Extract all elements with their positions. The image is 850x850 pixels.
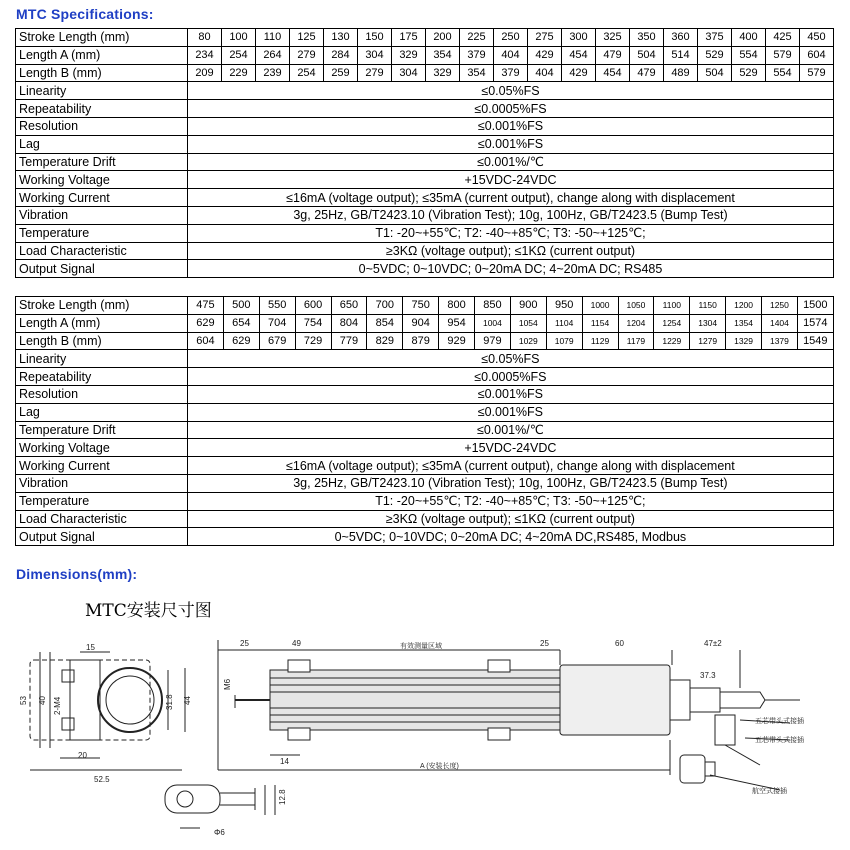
row-length_b	[16, 332, 834, 350]
spec-value: ≤0.05%FS	[188, 350, 834, 368]
cell-value: 1154	[582, 314, 618, 332]
row-label: Length A (mm)	[16, 314, 188, 332]
dim-15: 15	[86, 643, 95, 652]
cell-value: 504	[698, 64, 732, 82]
row-label: Working Current	[16, 189, 188, 207]
row-label: Vibration	[16, 474, 188, 492]
cell-value: 950	[546, 297, 582, 315]
row-label: Working Voltage	[16, 439, 188, 457]
cell-value: 954	[439, 314, 475, 332]
cell-value: 629	[223, 332, 259, 350]
dim-31-8: 31.8	[165, 694, 174, 710]
dim-60: 60	[615, 639, 624, 648]
spec-value: 3g, 25Hz, GB/T2423.10 (Vibration Test); 10g, 100Hz, GB/T2423.5 (Bump Test)	[188, 474, 834, 492]
row-label: Temperature Drift	[16, 421, 188, 439]
cell-value: 779	[331, 332, 367, 350]
cell-value: 110	[256, 29, 290, 47]
cell-value: 1100	[654, 297, 690, 315]
callout-1: 五芯带头式接插	[755, 718, 804, 725]
row-label: Load Characteristic	[16, 510, 188, 528]
cell-value: 489	[664, 64, 698, 82]
cell-value: 800	[439, 297, 475, 315]
cell-value: 754	[295, 314, 331, 332]
cell-value: 259	[324, 64, 358, 82]
row-load	[16, 510, 834, 528]
row-temperature	[16, 492, 834, 510]
cell-value: 304	[392, 64, 426, 82]
cell-value: 500	[223, 297, 259, 315]
dim-phi6: Φ6	[214, 828, 225, 837]
dimensions-heading: Dimensions(mm):	[16, 566, 138, 582]
cell-value: 504	[630, 46, 664, 64]
row-label: Temperature	[16, 492, 188, 510]
cell-value: 529	[732, 64, 766, 82]
row-label: Output Signal	[16, 528, 188, 546]
row-length_b	[16, 64, 834, 82]
row-label: Vibration	[16, 206, 188, 224]
row-label: Linearity	[16, 82, 188, 100]
cell-value: 404	[528, 64, 562, 82]
cell-value: 1104	[546, 314, 582, 332]
spec-value: ≥3KΩ (voltage output); ≤1KΩ (current output)	[188, 510, 834, 528]
cell-value: 275	[528, 29, 562, 47]
cell-value: 264	[256, 46, 290, 64]
cell-value: 329	[392, 46, 426, 64]
spec-value: ≤16mA (voltage output); ≤35mA (current output), change along with displacement	[188, 189, 834, 207]
cell-value: 514	[664, 46, 698, 64]
cell-value: 1254	[654, 314, 690, 332]
cell-value: 750	[403, 297, 439, 315]
cell-value: 1329	[726, 332, 762, 350]
spec-heading: MTC Specifications:	[16, 6, 154, 22]
cell-value: 854	[367, 314, 403, 332]
row-repeatability	[16, 100, 834, 118]
cell-value: 404	[494, 46, 528, 64]
cell-value: 629	[188, 314, 224, 332]
dim-53: 53	[19, 696, 28, 705]
cell-value: 850	[475, 297, 511, 315]
cell-value: 1574	[797, 314, 833, 332]
cell-value: 150	[358, 29, 392, 47]
cell-value: 354	[460, 64, 494, 82]
dim-44: 44	[183, 696, 192, 705]
cell-value: 1229	[654, 332, 690, 350]
cell-value: 1379	[762, 332, 798, 350]
cell-value: 1500	[797, 297, 833, 315]
cell-value: 529	[698, 46, 732, 64]
cell-value: 904	[403, 314, 439, 332]
cell-value: 450	[800, 29, 834, 47]
spec-value: 0~5VDC; 0~10VDC; 0~20mA DC; 4~20mA DC,RS485, Modbus	[188, 528, 834, 546]
callout-2: 五芯带头式接插	[755, 737, 804, 744]
dim-25-right: 25	[540, 639, 549, 648]
cell-value: 1079	[546, 332, 582, 350]
cell-value: 360	[664, 29, 698, 47]
row-label: Stroke Length (mm)	[16, 297, 188, 315]
cell-value: 354	[426, 46, 460, 64]
cell-value: 375	[698, 29, 732, 47]
cell-value: 1000	[582, 297, 618, 315]
drawing-title: MTC安装尺寸图	[85, 601, 212, 621]
cell-value: 550	[259, 297, 295, 315]
row-label: Load Characteristic	[16, 242, 188, 260]
cell-value: 1549	[797, 332, 833, 350]
row-current	[16, 189, 834, 207]
cell-value: 829	[367, 332, 403, 350]
row-length_a	[16, 46, 834, 64]
cell-value: 1054	[510, 314, 546, 332]
cell-value: 234	[188, 46, 222, 64]
row-vibration	[16, 474, 834, 492]
spec-value: ≤0.001%FS	[188, 135, 834, 153]
cell-value: 429	[562, 64, 596, 82]
cell-value: 704	[259, 314, 295, 332]
spec-value: 3g, 25Hz, GB/T2423.10 (Vibration Test); 10g, 100Hz, GB/T2423.5 (Bump Test)	[188, 206, 834, 224]
length-a-note: A (安装长度)	[420, 763, 459, 770]
dim-14: 14	[280, 757, 289, 766]
cell-value: 604	[188, 332, 224, 350]
row-label: Length B (mm)	[16, 64, 188, 82]
spec-value: ≤0.001%FS	[188, 403, 834, 421]
spec-value: ≥3KΩ (voltage output); ≤1KΩ (current output)	[188, 242, 834, 260]
row-label: Length B (mm)	[16, 332, 188, 350]
cell-value: 284	[324, 46, 358, 64]
row-temp_drift	[16, 153, 834, 171]
cell-value: 804	[331, 314, 367, 332]
row-stroke	[16, 297, 834, 315]
row-linearity	[16, 350, 834, 368]
cell-value: 254	[290, 64, 324, 82]
cell-value: 604	[800, 46, 834, 64]
cell-value: 80	[188, 29, 222, 47]
dim-47: 47±2	[704, 639, 722, 648]
cell-value: 279	[290, 46, 324, 64]
cell-value: 1179	[618, 332, 654, 350]
spec-value: ≤0.001%FS	[188, 385, 834, 403]
row-label: Repeatability	[16, 100, 188, 118]
stroke-note: 有效测量区域	[400, 643, 442, 650]
cell-value: 579	[800, 64, 834, 82]
cell-value: 325	[596, 29, 630, 47]
row-label: Length A (mm)	[16, 46, 188, 64]
cell-value: 304	[358, 46, 392, 64]
cell-value: 279	[358, 64, 392, 82]
cell-value: 900	[510, 297, 546, 315]
cell-value: 1150	[690, 297, 726, 315]
row-output	[16, 260, 834, 278]
cell-value: 130	[324, 29, 358, 47]
cell-value: 1050	[618, 297, 654, 315]
cell-value: 879	[403, 332, 439, 350]
cell-value: 125	[290, 29, 324, 47]
cell-value: 250	[494, 29, 528, 47]
dimension-drawing	[0, 590, 850, 850]
row-label: Output Signal	[16, 260, 188, 278]
connector-view	[680, 715, 790, 790]
spec-value: T1: -20~+55℃; T2: -40~+85℃; T3: -50~+125℃;	[188, 224, 834, 242]
cell-value: 729	[295, 332, 331, 350]
cell-value: 454	[562, 46, 596, 64]
row-label: Linearity	[16, 350, 188, 368]
row-lag	[16, 403, 834, 421]
spec-value: ≤0.0005%FS	[188, 100, 834, 118]
spec-value: ≤0.001%/℃	[188, 153, 834, 171]
row-stroke	[16, 29, 834, 47]
cell-value: 579	[766, 46, 800, 64]
row-label: Working Voltage	[16, 171, 188, 189]
cell-value: 454	[596, 64, 630, 82]
cell-value: 209	[188, 64, 222, 82]
dim-m6: M6	[223, 678, 232, 690]
cell-value: 425	[766, 29, 800, 47]
row-temp_drift	[16, 421, 834, 439]
cell-value: 225	[460, 29, 494, 47]
row-temperature	[16, 224, 834, 242]
cell-value: 100	[222, 29, 256, 47]
row-lag	[16, 135, 834, 153]
spec-value: ≤16mA (voltage output); ≤35mA (current output), change along with displacement	[188, 457, 834, 475]
cell-value: 1279	[690, 332, 726, 350]
cell-value: 329	[426, 64, 460, 82]
spec-value: +15VDC-24VDC	[188, 171, 834, 189]
spec-value: 0~5VDC; 0~10VDC; 0~20mA DC; 4~20mA DC; RS485	[188, 260, 834, 278]
row-label: Working Current	[16, 457, 188, 475]
row-resolution	[16, 117, 834, 135]
cell-value: 600	[295, 297, 331, 315]
cell-value: 229	[222, 64, 256, 82]
row-current	[16, 457, 834, 475]
cell-value: 479	[596, 46, 630, 64]
cell-value: 175	[392, 29, 426, 47]
row-vibration	[16, 206, 834, 224]
cell-value: 554	[766, 64, 800, 82]
sensor-body	[218, 640, 800, 775]
cell-value: 300	[562, 29, 596, 47]
row-label: Stroke Length (mm)	[16, 29, 188, 47]
row-linearity	[16, 82, 834, 100]
row-resolution	[16, 385, 834, 403]
cell-value: 350	[630, 29, 664, 47]
dim-20: 20	[78, 751, 87, 760]
cell-value: 679	[259, 332, 295, 350]
cell-value: 1304	[690, 314, 726, 332]
spec-value: +15VDC-24VDC	[188, 439, 834, 457]
cell-value: 1004	[475, 314, 511, 332]
row-label: Repeatability	[16, 368, 188, 386]
dim-25-left: 25	[240, 639, 249, 648]
cell-value: 479	[630, 64, 664, 82]
row-output	[16, 528, 834, 546]
cell-value: 650	[331, 297, 367, 315]
spec-table-1	[15, 28, 834, 278]
cell-value: 1404	[762, 314, 798, 332]
spec-value: ≤0.0005%FS	[188, 368, 834, 386]
cell-value: 400	[732, 29, 766, 47]
row-label: Resolution	[16, 117, 188, 135]
row-voltage	[16, 439, 834, 457]
cell-value: 929	[439, 332, 475, 350]
dim-12-8: 12.8	[278, 789, 287, 805]
cell-value: 429	[528, 46, 562, 64]
cell-value: 379	[460, 46, 494, 64]
cell-value: 1204	[618, 314, 654, 332]
row-repeatability	[16, 368, 834, 386]
cell-value: 700	[367, 297, 403, 315]
row-label: Lag	[16, 135, 188, 153]
row-voltage	[16, 171, 834, 189]
callout-3: 航空式接插	[752, 788, 787, 795]
spec-value: ≤0.001%FS	[188, 117, 834, 135]
dim-52-5: 52.5	[94, 775, 110, 784]
cell-value: 1250	[762, 297, 798, 315]
cell-value: 979	[475, 332, 511, 350]
cell-value: 379	[494, 64, 528, 82]
spec-value: ≤0.05%FS	[188, 82, 834, 100]
row-label: Temperature	[16, 224, 188, 242]
dim-49: 49	[292, 639, 301, 648]
spec-table-2	[15, 296, 834, 546]
cell-value: 1354	[726, 314, 762, 332]
cell-value: 254	[222, 46, 256, 64]
cell-value: 1129	[582, 332, 618, 350]
cell-value: 654	[223, 314, 259, 332]
spec-value: T1: -20~+55℃; T2: -40~+85℃; T3: -50~+125℃;	[188, 492, 834, 510]
row-label: Resolution	[16, 385, 188, 403]
cell-value: 200	[426, 29, 460, 47]
cell-value: 1200	[726, 297, 762, 315]
cell-value: 1029	[510, 332, 546, 350]
cell-value: 554	[732, 46, 766, 64]
row-label: Temperature Drift	[16, 153, 188, 171]
rod-end-view	[165, 785, 275, 828]
spec-value: ≤0.001%/℃	[188, 421, 834, 439]
dim-m4: 2-M4	[53, 696, 62, 715]
dim-40: 40	[38, 696, 47, 705]
row-length_a	[16, 314, 834, 332]
cell-value: 239	[256, 64, 290, 82]
row-label: Lag	[16, 403, 188, 421]
cell-value: 475	[188, 297, 224, 315]
dim-37-3: 37.3	[700, 671, 716, 680]
row-load	[16, 242, 834, 260]
